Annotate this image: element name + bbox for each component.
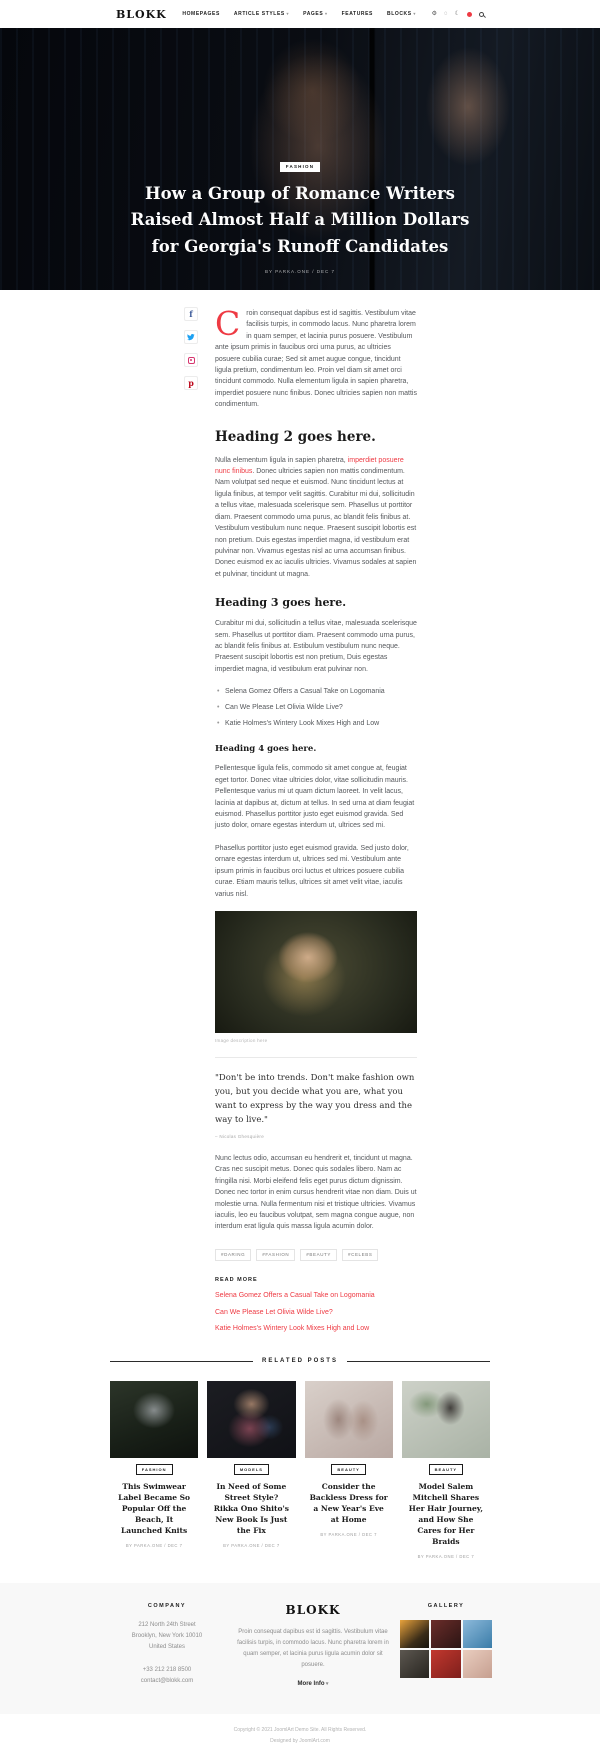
paragraph-4: Pellentesque ligula felis, commodo sit amet congue at, feugiat eget tortor. Donec vitae ultricies dolor, vitae sollicitudin mauris. Pellentesque varius mi ut quam dictum laoreet. In velit lacus, lacinia at dapibus at, dictum at tellus. In sed urna at diam feugiat euismod. Phasellus porttitor justo eget euismod gravida. Sed justo dolor, ornare egestas interdum ut, ultrices sed mi. — [215, 765, 415, 830]
facebook-icon: f — [189, 309, 193, 319]
read-more-label: READ MORE — [215, 1276, 258, 1283]
intro-text: roin consequat dapibus est id sagittis. Vestibulum vitae facilisis turpis, in commodo lacus. Nunc pharetra lorem in quam semper, et lacinia purus posuere. Vestibulum ante ipsum primis in faucibus orci urna purus, ac ultricies posuere cubilia curae; Sed sit amet augue congue, tincidunt ligula pretium, condimentum leo. Proin vel diam sit amet orci tincidunt commodo. Nulla elementum ligula in sapien pharetra, imperdiet posuere nunc finibus. Donec ultricies sapien non mattis condimentum. — [215, 310, 417, 409]
related-post-image[interactable] — [207, 1381, 295, 1458]
copyright-bar — [0, 1714, 600, 1762]
theme-icon[interactable]: ◌ — [444, 11, 448, 17]
read-more-link[interactable]: Can We Please Let Olivia Wilde Live? — [215, 1308, 333, 1316]
related-post-image[interactable] — [402, 1381, 490, 1458]
company-contact — [108, 1665, 226, 1688]
footer-logo[interactable]: BLOKK — [285, 1602, 341, 1617]
related-post-byline: BY PARKA.ONE / DEC 7 — [223, 1542, 280, 1548]
related-post-card[interactable] — [110, 1381, 198, 1558]
bullet-item[interactable]: • Katie Holmes's Wintery Look Mixes High and Low — [217, 719, 417, 728]
related-post-title[interactable]: This Swimwear Label Became So Popular Off the Beach, It Launched Knits — [118, 1482, 191, 1535]
email-link[interactable]: contact@blokk.com — [140, 1678, 194, 1685]
article-content — [215, 304, 417, 1333]
site-footer — [0, 1583, 600, 1714]
gallery-heading: GALLERY — [427, 1602, 465, 1609]
paragraph-6: Nunc lectus odio, accumsan eu hendrerit et, tincidunt ut magna. Cras nec suscipit metus. Donec quis sodales libero. Nam ac fringilla nisi. Morbi eleifend felis eget purus dictum dignissim. Donec nec tortor in enim cursus hendrerit vitae non diam. Duis ut molestie urna. Nulla fermentum nisi et tristique ultricies. Vivamus iaculis, leo eu faucibus volutpat, sem magna congue augue, non interdum erat ligula quis massa ligula acumin dolor. — [215, 1154, 417, 1231]
company-address — [108, 1620, 226, 1654]
tag-chip[interactable]: #BEAUTY — [300, 1249, 337, 1261]
settings-icon[interactable]: ⚙ — [431, 11, 438, 17]
heading-3: Heading 3 goes here. — [215, 596, 347, 610]
related-post-title[interactable]: Model Salem Mitchell Shares Her Hair Journey, and How She Cares for Her Braids — [408, 1482, 483, 1546]
read-more-section — [215, 1277, 417, 1333]
article-title: How a Group of Romance Writers Raised Almost Half a Million Dollars for Georgia's Runoff Candidates — [130, 183, 470, 256]
footer-company-column — [108, 1603, 226, 1690]
paragraph-3: Curabitur mi dui, sollicitudin a tellus vitae, malesuada scelerisque sem. Phasellus ut porttitor diam. Praesent commodo urna purus, ac blandit felis finibus at. Estibulum vestibulum nunc neque. Praesent suscipit lobortis est non pretium, Duis egestas imperdiet magna, id vestibulum erat pulvinar non. — [215, 620, 417, 673]
related-post-card[interactable] — [207, 1381, 295, 1558]
quote-author: – Nicolas Ghesquière — [215, 1133, 265, 1139]
tag-chip[interactable]: #CELEBS — [342, 1249, 378, 1261]
image-caption: Image description here — [215, 1037, 268, 1043]
footer-about-text: Proin consequat dapibus est id sagittis. Vestibulum vitae facilisis turpis, in commodo lacus. Nunc pharetra lorem in quam semper, et lacinia purus ligula acumin dolor sit posuere. — [237, 1628, 389, 1668]
instagram-icon — [188, 357, 195, 364]
gallery-thumb[interactable] — [431, 1620, 460, 1648]
related-post-byline: BY PARKA.ONE / DEC 7 — [320, 1531, 377, 1537]
related-post-category-chip[interactable]: MODELS — [234, 1464, 269, 1475]
share-twitter-button[interactable] — [184, 330, 198, 344]
related-post-byline: BY PARKA.ONE / DEC 7 — [417, 1553, 475, 1559]
gallery-thumb[interactable] — [463, 1650, 492, 1678]
quote-text: "Don't be into trends. Don't make fashion own you, but you decide what you are, what you want to express by the way you dress and the way to live." — [215, 1072, 415, 1125]
blockquote — [215, 1057, 417, 1139]
site-header — [0, 0, 600, 28]
heading-4: Heading 4 goes here. — [215, 744, 317, 755]
notification-badge-icon[interactable] — [467, 12, 472, 17]
address-line: United States — [148, 1644, 186, 1651]
company-heading: COMPANY — [147, 1602, 187, 1609]
nav-item-blocks[interactable]: BLOCKS ▾ — [387, 11, 416, 17]
related-posts-label: RELATED POSTS — [262, 1358, 338, 1365]
gallery-grid — [400, 1620, 492, 1678]
tag-chip[interactable]: #DARING — [215, 1249, 251, 1261]
related-post-card[interactable] — [305, 1381, 393, 1558]
designed-by-text: Designed by JoomlArt.com — [270, 1737, 330, 1744]
site-logo[interactable]: BLOKK — [116, 7, 167, 21]
related-post-image[interactable] — [305, 1381, 393, 1458]
related-post-title[interactable]: In Need of Some Street Style? Rikka Ono Shito's New Book Is Just the Fix — [213, 1482, 289, 1535]
phone-number[interactable]: +33 212 218 8500 — [142, 1666, 192, 1673]
read-more-link[interactable]: Katie Holmes's Wintery Look Mixes High and Low — [215, 1325, 370, 1333]
tag-list — [215, 1249, 417, 1261]
related-post-image[interactable] — [110, 1381, 198, 1458]
footer-gallery-column — [400, 1603, 492, 1690]
intro-paragraph — [215, 304, 417, 411]
copyright-text: Copyright © 2021 JoomlArt Demo Site. All Rights Reserved. — [233, 1726, 367, 1733]
divider-line — [110, 1361, 253, 1362]
main-nav — [182, 11, 416, 17]
paragraph-2-post: . Donec ultricies sapien non mattis condimentum. Nam volutpat sed neque et euismod. Nunc tincidunt lectus at ligula finibus, at tempor velit sagittis. Curabitur mi dui, sollicitudin a tellus vitae, malesuada scelerisque sem. Phasellus ut porttitor diam. Praesent commodo urna purus, ac blandit felis finibus at. Vestibulum vestibulum nunc neque. Praesent suscipit lobortis est non pretium. Duis egestas imperdiet magna, id vestibulum erat pulvinar non. Vivamus egestas nisl ac urna accumsan finibus. Donec euismod ex ac iaculis ultricies. Vivamus sodales at sapien et pulvinar, tincidunt ut magna. — [215, 468, 417, 578]
article-body — [0, 290, 600, 1332]
address-line: Brooklyn, New York 10010 — [131, 1632, 203, 1639]
paragraph-2 — [215, 455, 417, 580]
bullet-item[interactable]: • Can We Please Let Olivia Wilde Live? — [217, 703, 417, 712]
gallery-thumb[interactable] — [431, 1650, 460, 1678]
share-facebook-button[interactable] — [184, 307, 198, 321]
hero-banner — [0, 28, 600, 290]
dark-mode-moon-icon[interactable]: ☾ — [454, 11, 460, 17]
related-post-category-chip[interactable]: BEAUTY — [331, 1464, 365, 1475]
related-post-byline: BY PARKA.ONE / DEC 7 — [125, 1542, 183, 1548]
share-column — [184, 307, 198, 390]
article-byline[interactable]: BY PARKA.ONE / DEC 7 — [264, 269, 336, 274]
share-pinterest-button[interactable] — [184, 376, 198, 390]
related-post-title[interactable]: Consider the Backless Dress for a New Year's Eve at Home — [309, 1482, 388, 1524]
related-post-category-chip[interactable]: BEAUTY — [429, 1464, 463, 1475]
divider-line — [347, 1361, 490, 1362]
nav-item-article-styles[interactable]: ARTICLE STYLES ▾ — [234, 11, 289, 17]
read-more-link[interactable]: Selena Gomez Offers a Casual Take on Logomania — [215, 1292, 375, 1300]
inline-text-link[interactable]: imperdiet posuere nunc finibus — [215, 456, 404, 476]
article-bullet-list — [217, 687, 417, 728]
heading-2: Heading 2 goes here. — [215, 428, 376, 445]
related-posts-header — [110, 1358, 490, 1364]
drop-cap: C — [215, 304, 241, 343]
paragraph-2-pre: Nulla elementum ligula in sapien pharetra, — [215, 456, 348, 464]
footer-about-column — [235, 1603, 391, 1690]
gallery-thumb[interactable] — [400, 1650, 429, 1678]
bullet-item[interactable]: • Selena Gomez Offers a Casual Take on Logomania — [217, 687, 417, 696]
related-posts-grid — [110, 1381, 490, 1558]
address-line: 212 North 24th Street — [138, 1621, 196, 1628]
gallery-thumb[interactable] — [400, 1620, 429, 1648]
hero-category-chip[interactable]: FASHION — [280, 162, 320, 172]
nav-item-homepages[interactable]: HOMEPAGES — [182, 11, 220, 17]
gallery-thumb[interactable] — [463, 1620, 492, 1648]
search-icon[interactable] — [479, 12, 484, 17]
tag-chip[interactable]: #FASHION — [256, 1249, 295, 1261]
inline-article-image[interactable] — [215, 911, 417, 1033]
pinterest-icon: p — [188, 378, 194, 388]
header-icons — [432, 11, 484, 17]
nav-item-features[interactable]: FEATURES — [341, 11, 373, 17]
related-post-card[interactable] — [402, 1381, 490, 1558]
related-post-category-chip[interactable]: FASHION — [136, 1464, 173, 1475]
more-info-link[interactable]: More Info ▾ — [298, 1681, 329, 1687]
share-instagram-button[interactable] — [184, 353, 198, 367]
related-posts-section — [110, 1358, 490, 1558]
paragraph-5: Phasellus porttitor justo eget euismod gravida. Sed justo dolor, ornare egestas interdum ut, ultrices sed mi. Vestibulum ante ipsum primis in faucibus orci luctus et ultrices posuere cubilia curae. Etiam mauris tellus, ultrices sit amet velit vitae, iaculis varius nisl. — [215, 844, 409, 898]
nav-item-pages[interactable]: PAGES ▾ — [303, 11, 327, 17]
twitter-icon — [187, 333, 195, 341]
